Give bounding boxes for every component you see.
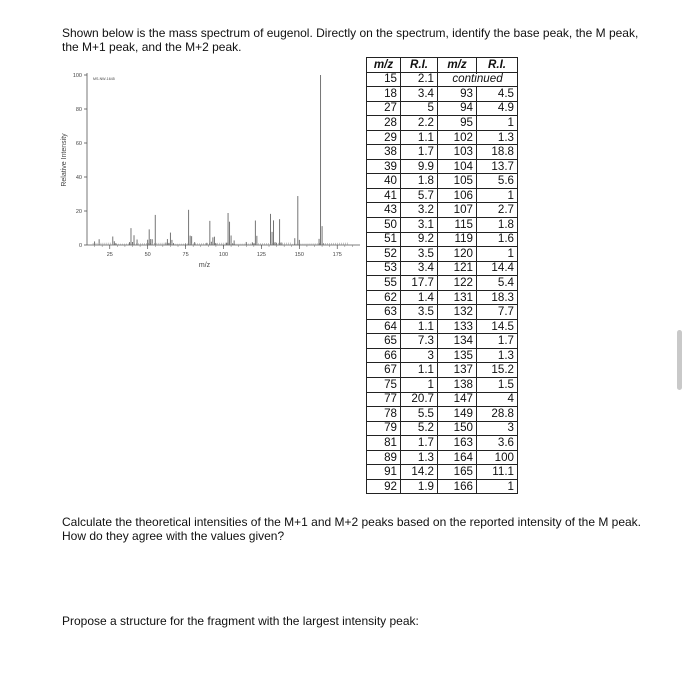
- mass-spectrum-table: [366, 57, 518, 494]
- table-row: [367, 145, 518, 160]
- mass-spectrum-chart: [55, 60, 365, 275]
- table-cell-ri: 2.1: [401, 72, 438, 87]
- table-row: [367, 276, 518, 291]
- table-cell-mz: 102: [438, 130, 477, 145]
- table-cell-ri: 1.3: [401, 450, 438, 465]
- table-cell-mz: 51: [367, 232, 401, 247]
- table-row: [367, 203, 518, 218]
- table-cell-ri: 1.7: [477, 334, 518, 349]
- table-cell-mz: 27: [367, 101, 401, 116]
- table-cell-mz: 55: [367, 276, 401, 291]
- table-cell-ri: 7.3: [401, 334, 438, 349]
- table-cell-ri: 13.7: [477, 159, 518, 174]
- table-row: [367, 101, 518, 116]
- table-cell-ri: 1.1: [401, 363, 438, 378]
- table-cell-ri: 100: [477, 450, 518, 465]
- x-tick-label: 125: [256, 252, 267, 258]
- table-row: [367, 334, 518, 349]
- table-cell-mz: 64: [367, 319, 401, 334]
- table-header-ri: R.I.: [401, 58, 438, 73]
- table-cell-mz: 104: [438, 159, 477, 174]
- table-cell-mz: 28: [367, 116, 401, 131]
- table-cell-mz: 131: [438, 290, 477, 305]
- table-cell-mz: 75: [367, 378, 401, 393]
- table-row: [367, 116, 518, 131]
- table-cell-ri: 1: [477, 247, 518, 262]
- table-cell-ri: 1: [477, 479, 518, 494]
- table-cell-mz: 40: [367, 174, 401, 189]
- table-cell-ri: 4: [477, 392, 518, 407]
- table-header-ri: R.I.: [477, 58, 518, 73]
- table-cell-ri: 1.5: [477, 378, 518, 393]
- table-cell-ri: 1.3: [477, 130, 518, 145]
- table-cell-mz: 133: [438, 319, 477, 334]
- table-cell-ri: 3.4: [401, 87, 438, 102]
- table-cell-ri: 1.7: [401, 436, 438, 451]
- table-cell-mz: 150: [438, 421, 477, 436]
- table-cell-ri: 1: [477, 116, 518, 131]
- table-cell-ri: 9.2: [401, 232, 438, 247]
- table-row: [367, 174, 518, 189]
- table-cell-mz: 95: [438, 116, 477, 131]
- question-3-text: Propose a structure for the fragment with the largest intensity peak:: [62, 614, 419, 628]
- table-row: [367, 261, 518, 276]
- table-cell-mz: 165: [438, 465, 477, 480]
- table-cell-ri: 2.7: [477, 203, 518, 218]
- table-cell-ri: 17.7: [401, 276, 438, 291]
- table-cell-ri: 1.6: [477, 232, 518, 247]
- table-cell-mz: 62: [367, 290, 401, 305]
- table-cell-mz: 38: [367, 145, 401, 160]
- table-cell-mz: 164: [438, 450, 477, 465]
- table-cell-mz: 43: [367, 203, 401, 218]
- table-row: [367, 218, 518, 233]
- table-header-mz: m/z: [438, 58, 477, 73]
- table-cell-mz: 94: [438, 101, 477, 116]
- table-cell-ri: 15.2: [477, 363, 518, 378]
- table-cell-mz: 120: [438, 247, 477, 262]
- table-cell-ri: 1.7: [401, 145, 438, 160]
- table-cell-mz: 29: [367, 130, 401, 145]
- table-row: [367, 232, 518, 247]
- x-tick-label: 175: [332, 252, 342, 258]
- table-cell-ri: 1: [477, 188, 518, 203]
- y-tick-label: 0: [78, 243, 82, 249]
- y-tick-label: 80: [75, 107, 82, 113]
- table-row: [367, 72, 518, 87]
- table-row: [367, 305, 518, 320]
- table-cell-ri: 4.5: [477, 87, 518, 102]
- table-header-row: [367, 58, 518, 73]
- table-cell-mz: 53: [367, 261, 401, 276]
- table-cell-ri: 9.9: [401, 159, 438, 174]
- table-cell-mz: 78: [367, 407, 401, 422]
- x-tick-label: 150: [294, 252, 304, 258]
- x-axis-label: m/z: [198, 262, 211, 269]
- table-cell-ri: 18.3: [477, 290, 518, 305]
- table-cell-mz: 65: [367, 334, 401, 349]
- table-cell-ri: 1.1: [401, 319, 438, 334]
- table-cell-ri: 3.4: [401, 261, 438, 276]
- table-cell-ri: 1.4: [401, 290, 438, 305]
- table-row: [367, 159, 518, 174]
- table-cell-mz: 91: [367, 465, 401, 480]
- table-cell-ri: 7.7: [477, 305, 518, 320]
- table-cell-ri: 3.5: [401, 305, 438, 320]
- table-cell-mz: 147: [438, 392, 477, 407]
- table-cell-ri: 5.5: [401, 407, 438, 422]
- table-cell-mz: 107: [438, 203, 477, 218]
- table-cell-mz: 81: [367, 436, 401, 451]
- table-cell-ri: 1.8: [477, 218, 518, 233]
- table-row: [367, 87, 518, 102]
- y-tick-label: 60: [75, 141, 82, 147]
- table-row: [367, 290, 518, 305]
- table-cell-ri: 5.6: [477, 174, 518, 189]
- table-cell-mz: 67: [367, 363, 401, 378]
- table-cell-mz: 50: [367, 218, 401, 233]
- x-tick-label: 50: [144, 252, 151, 258]
- table-body: [367, 72, 518, 494]
- table-cell-mz: 79: [367, 421, 401, 436]
- x-tick-label: 25: [106, 252, 113, 258]
- y-axis-label: Relative Intensity: [61, 133, 68, 187]
- question-2-text: Calculate the theoretical intensities of the M+1 and M+2 peaks based on the reported intensity of the M peak. How do they agree with the values given?: [62, 515, 642, 543]
- table-row: [367, 130, 518, 145]
- table-row: [367, 348, 518, 363]
- table-cell-ri: 1.1: [401, 130, 438, 145]
- table-cell-mz: 106: [438, 188, 477, 203]
- table-cell-ri: 2.2: [401, 116, 438, 131]
- table-cell-ri: 1.9: [401, 479, 438, 494]
- x-tick-label: 100: [218, 252, 229, 258]
- table-cell-ri: 3: [401, 348, 438, 363]
- table-cell-mz: 163: [438, 436, 477, 451]
- table-cell-ri: 14.5: [477, 319, 518, 334]
- table-cell-ri: 1.8: [401, 174, 438, 189]
- table-cell-mz: 39: [367, 159, 401, 174]
- table-cell-ri: 5.2: [401, 421, 438, 436]
- y-tick-label: 20: [75, 209, 82, 215]
- table-cell-ri: 1: [401, 378, 438, 393]
- table-cell-mz: 15: [367, 72, 401, 87]
- table-row: [367, 392, 518, 407]
- table-cell-mz: 18: [367, 87, 401, 102]
- table-cell-ri: 3.6: [477, 436, 518, 451]
- table-cell-mz: 93: [438, 87, 477, 102]
- table-cell-ri: 14.4: [477, 261, 518, 276]
- table-row: [367, 450, 518, 465]
- table-cell-ri: 5: [401, 101, 438, 116]
- table-cell-mz: 63: [367, 305, 401, 320]
- table-row: [367, 479, 518, 494]
- table-cell-mz: 52: [367, 247, 401, 262]
- table-cell-ri: 5.4: [477, 276, 518, 291]
- table-row: [367, 465, 518, 480]
- table-cell-ri: 3: [477, 421, 518, 436]
- table-cell-mz: 41: [367, 188, 401, 203]
- table-cell-ri: 28.8: [477, 407, 518, 422]
- table-row: [367, 363, 518, 378]
- table-cell-ri: 20.7: [401, 392, 438, 407]
- table-cell-ri: 1.3: [477, 348, 518, 363]
- table-header-mz: m/z: [367, 58, 401, 73]
- table-continued-label: continued: [438, 72, 518, 87]
- table-cell-mz: 119: [438, 232, 477, 247]
- spectrum-id-label: MS-NW-1645: [93, 77, 115, 82]
- x-tick-label: 75: [182, 252, 189, 258]
- table-cell-mz: 134: [438, 334, 477, 349]
- table-cell-mz: 122: [438, 276, 477, 291]
- table-row: [367, 247, 518, 262]
- table-cell-mz: 89: [367, 450, 401, 465]
- table-cell-mz: 121: [438, 261, 477, 276]
- table-row: [367, 436, 518, 451]
- table-cell-ri: 3.1: [401, 218, 438, 233]
- table-cell-mz: 166: [438, 479, 477, 494]
- table-cell-mz: 135: [438, 348, 477, 363]
- table-cell-mz: 92: [367, 479, 401, 494]
- table-row: [367, 319, 518, 334]
- table-cell-ri: 11.1: [477, 465, 518, 480]
- table-row: [367, 378, 518, 393]
- y-tick-label: 40: [75, 175, 82, 181]
- table-cell-ri: 18.8: [477, 145, 518, 160]
- table-cell-ri: 3.2: [401, 203, 438, 218]
- table-cell-mz: 132: [438, 305, 477, 320]
- table-cell-mz: 103: [438, 145, 477, 160]
- table-row: [367, 407, 518, 422]
- table-row: [367, 421, 518, 436]
- table-cell-mz: 138: [438, 378, 477, 393]
- table-cell-ri: 3.5: [401, 247, 438, 262]
- table-row: [367, 188, 518, 203]
- table-cell-mz: 66: [367, 348, 401, 363]
- table-cell-mz: 115: [438, 218, 477, 233]
- table-cell-mz: 105: [438, 174, 477, 189]
- table-cell-mz: 149: [438, 407, 477, 422]
- question-1-text: Shown below is the mass spectrum of eugenol. Directly on the spectrum, identify the base peak, the M peak, the M+1 peak, and the M+2 peak.: [62, 26, 639, 54]
- table-cell-mz: 77: [367, 392, 401, 407]
- table-cell-ri: 14.2: [401, 465, 438, 480]
- scrollbar[interactable]: [677, 330, 682, 390]
- table-cell-ri: 5.7: [401, 188, 438, 203]
- table-cell-mz: 137: [438, 363, 477, 378]
- y-tick-label: 100: [72, 73, 82, 79]
- table-cell-ri: 4.9: [477, 101, 518, 116]
